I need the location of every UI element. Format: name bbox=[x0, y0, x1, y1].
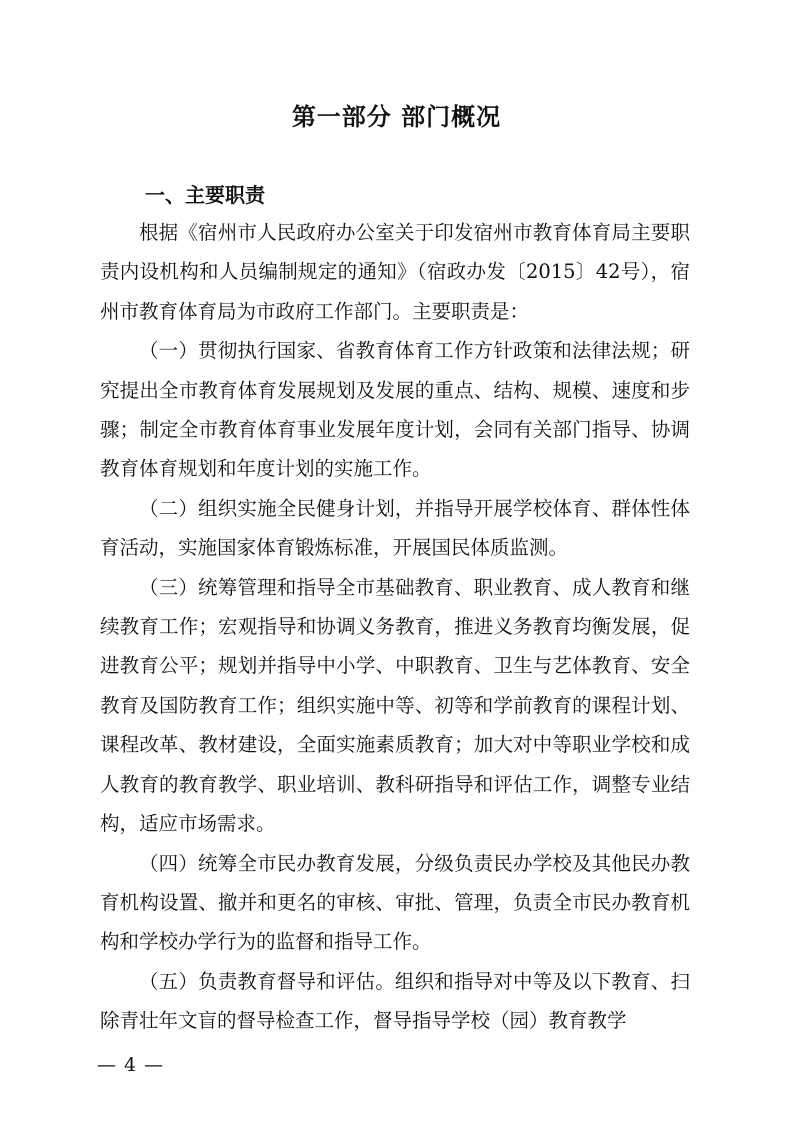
paragraph: （三）统筹管理和指导全市基础教育、职业教育、成人教育和继续教育工作；宏观指导和协调义务教育，推进义务教育均衡发展，促进教育公平；规划并指导中小学、中职教育、卫生与艺体教育、安全教育及国防教育工作；组织实施中等、初等和学前教育的课程计划、课程改革、教材建设，全面实施素质教育；加大对中等职业学校和成人教育的教育教学、职业培训、教科研指导和评估工作，调整专业结构，适应市场需求。 bbox=[100, 575, 690, 836]
paragraph: （五）负责教育督导和评估。组织和指导对中等及以下教育、扫除青壮年文盲的督导检查工作，督导指导学校（园）教育教学 bbox=[100, 969, 690, 1033]
paragraph: （四）统筹全市民办教育发展，分级负责民办学校及其他民办教育机构设置、撤并和更名的审核、审批、管理，负责全市民办教育机构和学校办学行为的监督和指导工作。 bbox=[100, 851, 690, 954]
page-title: 第一部分 部门概况 bbox=[291, 103, 502, 131]
paragraph: （二）组织实施全民健身计划，并指导开展学校体育、群体性体育活动，实施国家体育锻炼标准，开展国民体质监测。 bbox=[100, 496, 690, 560]
paragraph: 根据《宿州市人民政府办公室关于印发宿州市教育体育局主要职责内设机构和人员编制规定的通知》（宿政办发〔2015〕42号），宿州市教育体育局为市政府工作部门。主要职责是： bbox=[100, 221, 690, 323]
section-heading: 一、主要职责 bbox=[145, 183, 265, 207]
page-number: — 4 — bbox=[97, 1054, 165, 1076]
body-text bbox=[100, 213, 690, 1041]
paragraph: （一）贯彻执行国家、省教育体育工作方针政策和法律法规；研究提出全市教育体育发展规划及发展的重点、结构、规模、速度和步骤；制定全市教育体育事业发展年度计划，会同有关部门指导、协调教育体育规划和年度计划的实施工作。 bbox=[100, 339, 690, 481]
